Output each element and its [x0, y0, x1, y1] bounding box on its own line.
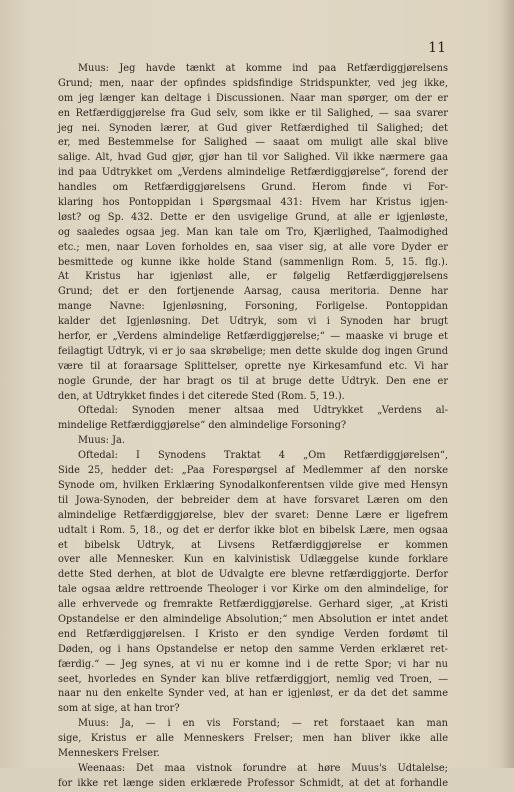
text-line: klaring hos Pontoppidan i Spørgsmaal 431: Hvem har Kristus igjen- [58, 197, 448, 209]
text-line: nogle Grunde, der har bragt os til at bruge dette Udtryk. Den ene er [58, 375, 448, 387]
text-line: kalder det Igjenløsning. Det Udtryk, som vi i Synoden har brugt [58, 316, 448, 328]
text-line: seet, hvorledes en Synder kan blive retfærdiggjort, nemlig ved Troen, — [58, 673, 448, 685]
text-line: besmittede og kunne ikke holde Stand (sammenlign Rom. 5, 15. flg.). [58, 256, 448, 268]
text-line: Menneskers Frelser. [58, 747, 160, 759]
text-line: et bibelsk Udtryk, at Livsens Retfærdiggjørelse er kommen [58, 539, 448, 551]
text-line: for ikke ret længe siden erklærede Professor Schmidt, at det at forhandle [58, 777, 448, 789]
page-edge-shadow [500, 0, 514, 768]
text-line: er, med Bestemmelse for Salighed — saaat om muligt alle skal blive [58, 137, 448, 149]
text-line: jeg nei. Synoden lærer, at Gud giver Retfærdighed til Salighed; det [58, 122, 448, 134]
text-line: almindelige Retfærdiggjørelse, blev der svaret: Denne Lære er ligefrem [58, 509, 448, 521]
text-line: Side 25, hedder det: „Paa Forespørgsel af Medlemmer af den norske [58, 465, 448, 477]
text-line: dette Sted derhen, at blot de Udvalgte ere blevne retfærdiggjorte. Derfor [58, 569, 448, 581]
text-line: være til at foraarsage Splittelser, oprette nye Kirkesamfund etc. Vi har [58, 360, 448, 372]
text-line: Oftedal: I Synodens Traktat 4 „Om Retfærdiggjørelsen“, [78, 450, 448, 462]
text-line: færdig.“ — Jeg synes, at vi nu er komne ind i de rette Spor; vi har nu [58, 658, 448, 670]
text-line: Weenaas: Det maa vistnok forundre at høre Muus's Udtalelse; [78, 762, 448, 774]
text-line: alle erhvervede og fremrakte Retfærdiggjørelse. Gerhard siger, „at Kristi [58, 599, 448, 611]
text-line: handles om Retfærdiggjørelsens Grund. Herom finde vi For- [58, 182, 448, 194]
text-line: løst? og Sp. 432. Dette er den usvigelige Grund, at alle er igjenløste, [58, 211, 448, 223]
text-line: Muus: Ja, — i en vis Forstand; — ret forstaaet kan man [78, 718, 448, 730]
text-line: Synode om, hvilken Erklæring Synodalkonferentsen vilde give med Hensyn [58, 479, 448, 491]
text-line: og saaledes ogsaa jeg. Man kan tale om Tro, Kjærlighed, Taalmodighed [58, 226, 448, 238]
text-line: naar nu den enkelte Synder ved, at han er igjenløst, er da det det samme [58, 688, 448, 700]
text-line: At Kristus har igjenløst alle, er følgelig Retfærdiggjørelsens [58, 271, 448, 283]
text-line: etc.; men, naar Loven forholdes en, saa viser sig, at alle vore Dyder er [58, 241, 448, 253]
text-line: end Retfærdiggjørelsen. I Kristo er den syndige Verden fordømt til [58, 628, 448, 640]
text-line: Oftedal: Synoden mener altsaa med Udtrykket „Verdens al- [78, 405, 448, 417]
text-line: som at sige, at han tror? [58, 703, 180, 715]
text-line: en Retfærdiggjørelse fra Gud selv, som ikke er til Salighed, — saa svarer [58, 107, 448, 119]
text-line: Døden, og i hans Opstandelse er netop den samme Verden erklæret ret- [58, 643, 448, 655]
text-line: salige. Alt, hvad Gud gjør, gjør han til vor Salighed. Vil ikke nærmere gaa [58, 152, 448, 164]
text-line: sige, Kristus er alle Menneskers Frelser; men han bliver ikke alle [58, 733, 448, 745]
text-line: Grund; men, naar der opfindes spidsfindige Stridspunkter, ved jeg ikke, [58, 77, 448, 89]
text-line: herfor, er „Verdens almindelige Retfærdiggjørelse;“ — maaske vi bruge et [58, 331, 448, 343]
text-line: den, at Udtrykket findes i det citerede Sted (Rom. 5, 19.). [58, 390, 345, 402]
text-line: tale ogsaa ældre rettroende Theologer i vor Kirke om den almindelige, for [58, 584, 448, 596]
text-line: mange Navne: Igjenløsning, Forsoning, Forligelse. Pontoppidan [58, 301, 448, 313]
text-line: Opstandelse er den almindelige Absolution;“ men Absolution er intet andet [58, 613, 448, 625]
text-line: Grund; det er den fortjenende Aarsag, causa meritoria. Denne har [58, 286, 448, 298]
page-number: 11 [428, 40, 446, 56]
text-line: over alle Mennesker. Kun en kalvinistisk Udlæggelse kunde forklare [58, 554, 448, 566]
text-line: udtalt i Rom. 5, 18., og det er derfor ikke blot en bibelsk Lære, men ogsaa [58, 524, 448, 536]
text-line: ind paa Udtrykket om „Verdens almindelige Retfærdiggjørelse“, forend der [58, 167, 448, 179]
text-line: Muus: Jeg havde tænkt at komme ind paa Retfærdiggjørelsens [78, 63, 448, 74]
text-line: mindelige Retfærdiggjørelse“ den almindelige Forsoning? [58, 420, 347, 432]
text-line: om jeg længer kan deltage i Discussionen. Naar man spørger, om der er [58, 92, 448, 104]
text-line: til Jowa-Synoden, der bebreider dem at have forsvaret Læren om den [58, 494, 448, 506]
text-line: Muus: Ja. [78, 435, 125, 447]
text-line: feilagtigt Udtryk, vi er jo saa skrøbelige; men dette skulde dog ingen Grund [58, 345, 448, 357]
body-text [58, 62, 448, 792]
